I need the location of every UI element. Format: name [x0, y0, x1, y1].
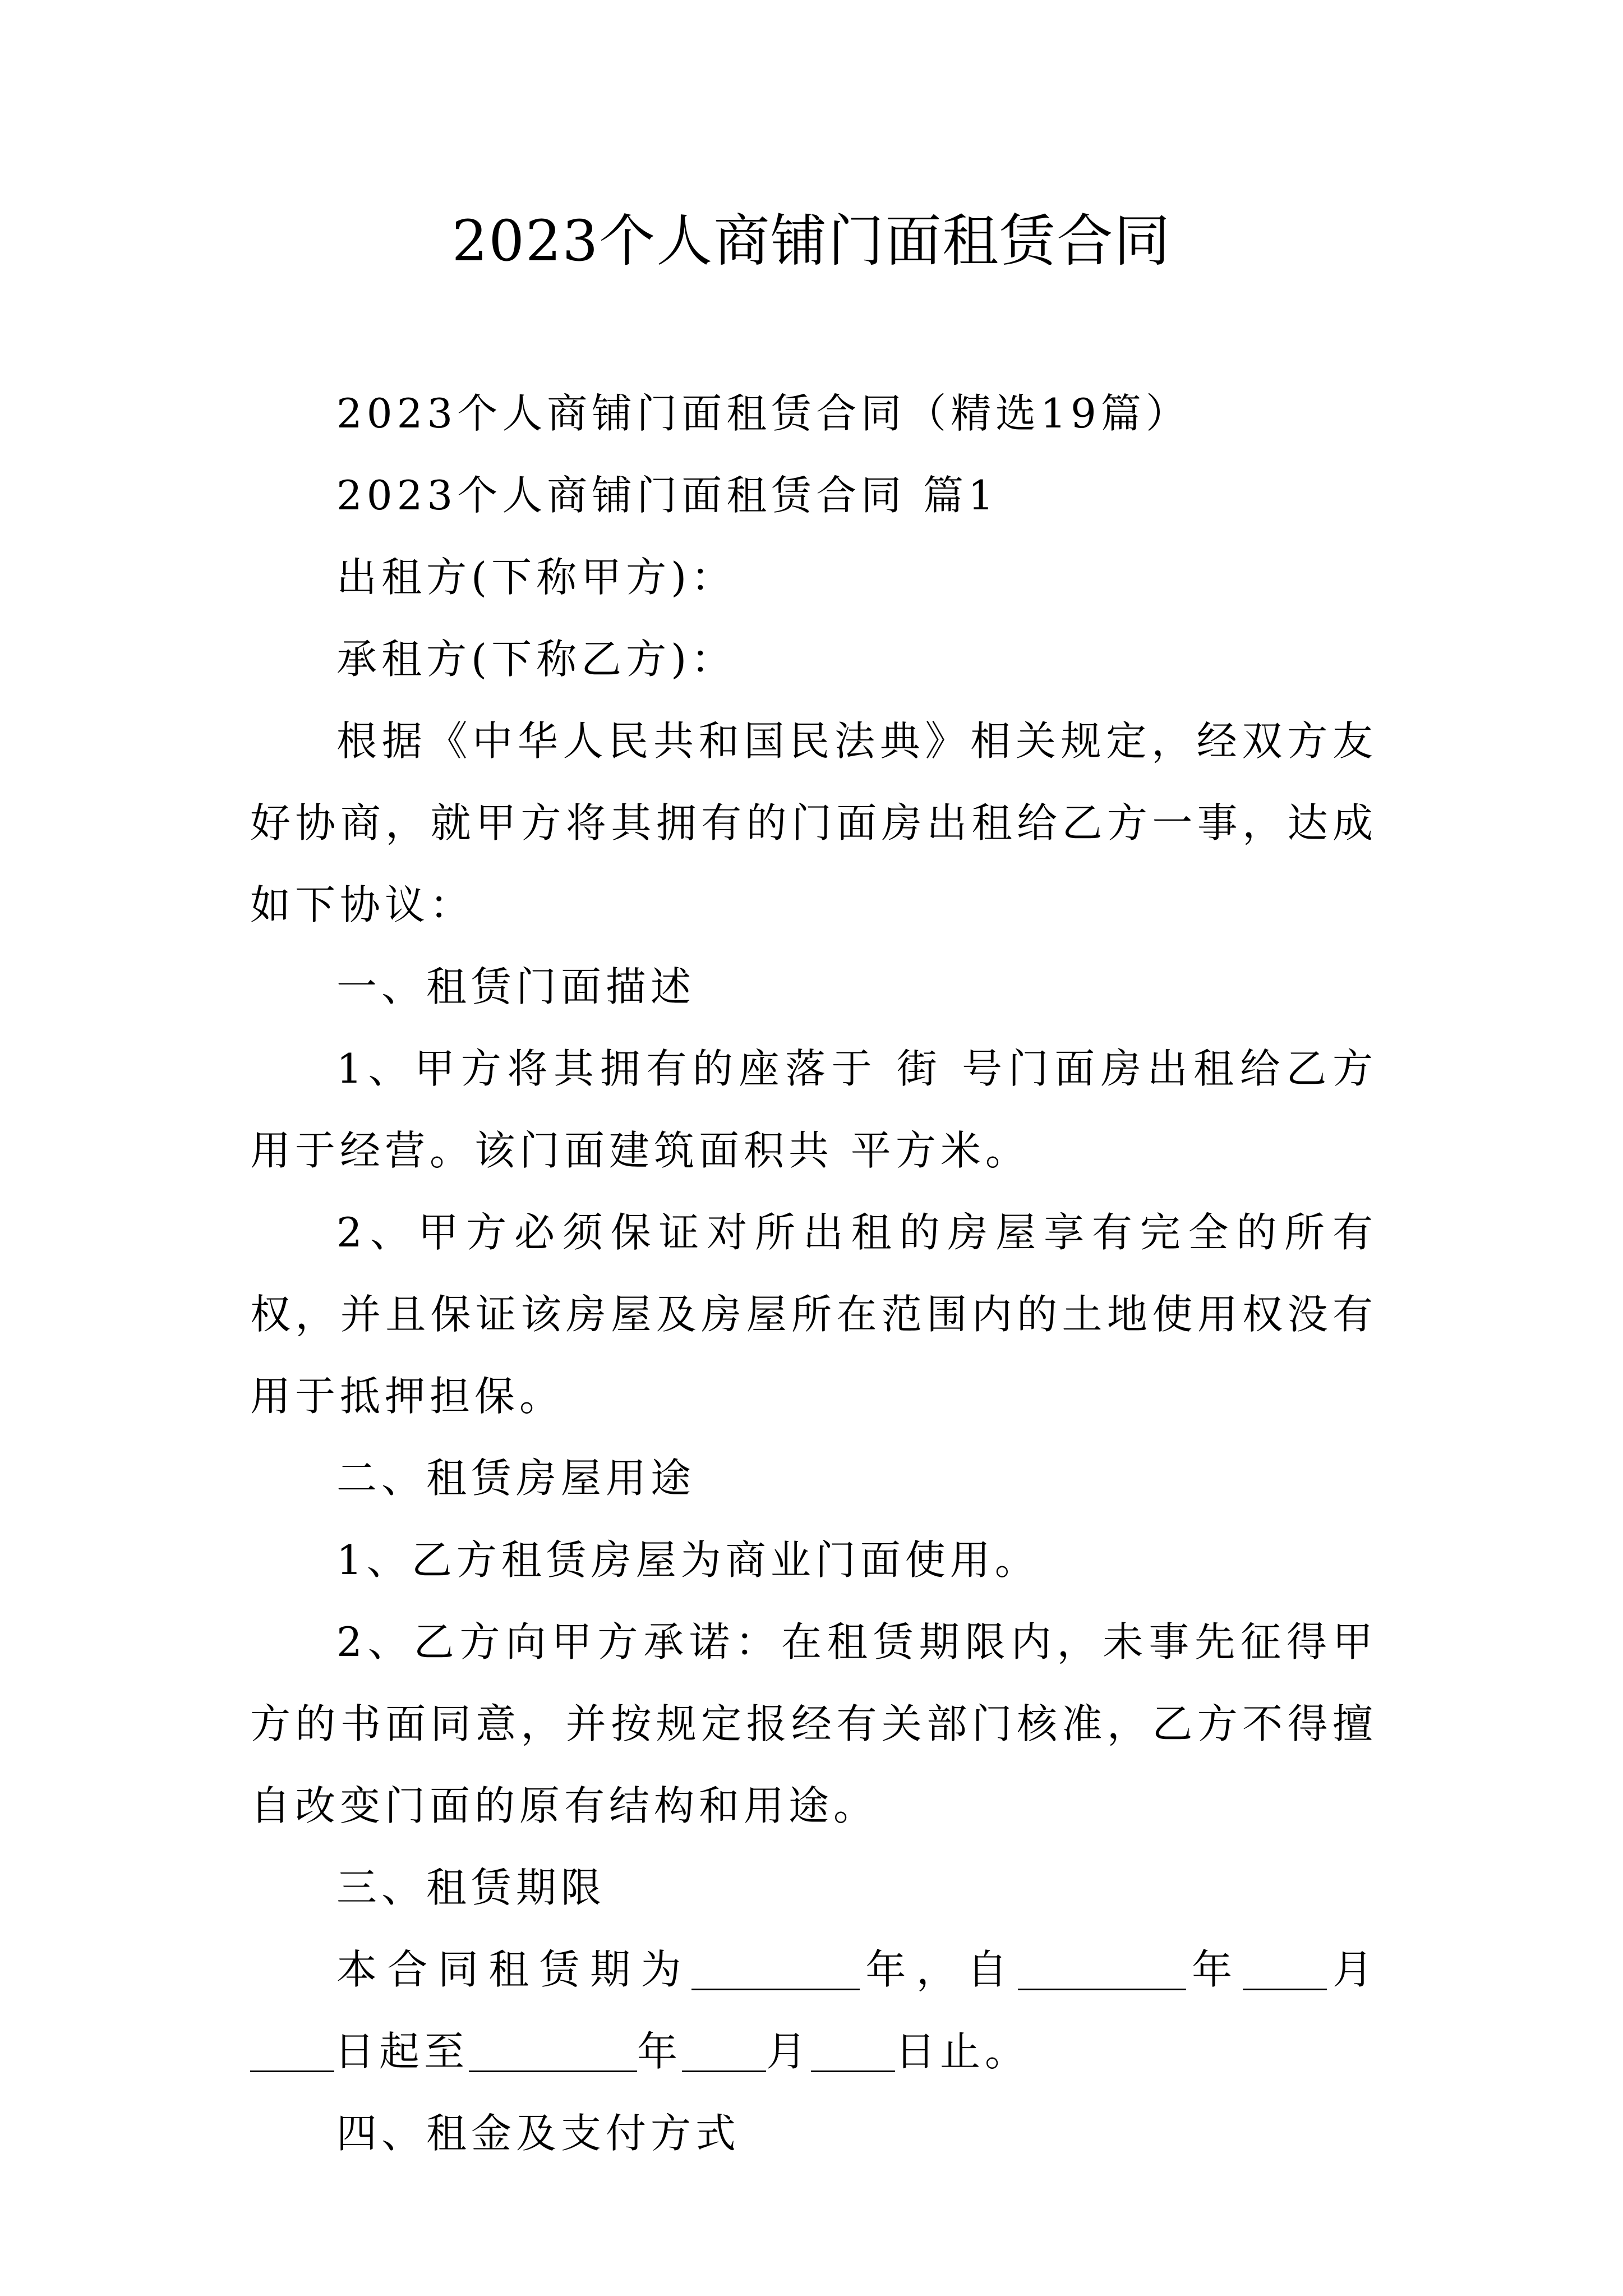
blank-end-month — [682, 2026, 766, 2072]
clause-1-1: 1、甲方将其拥有的座落于 街 号门面房出租给乙方用于经营。该门面建筑面积共 平方米。 — [250, 1045, 1377, 1174]
blank-start-day — [250, 2026, 334, 2072]
document-body — [250, 372, 1377, 2174]
blank-start-month — [1243, 1944, 1327, 1990]
lessor-line: 出租方(下称甲方)： — [336, 554, 736, 601]
blank-end-day — [811, 2026, 895, 2072]
document-title: 2023个人商铺门面租赁合同 — [451, 208, 1172, 274]
term-sentence — [250, 1929, 1377, 2092]
term-text-5: 日起至 — [334, 2028, 469, 2075]
blank-end-year — [469, 2026, 637, 2072]
clause-2-1: 1、乙方租赁房屋为商业门面使用。 — [336, 1536, 1040, 1584]
heading-term: 三、租赁期限 — [336, 1864, 606, 1911]
term-text-2: 年，自 — [859, 1946, 1018, 1993]
term-text-7: 月 — [766, 2028, 811, 2075]
heading-usage: 二、租赁房屋用途 — [336, 1455, 696, 1502]
heading-rent: 四、租金及支付方式 — [336, 2110, 741, 2157]
preamble-paragraph: 根据《中华人民共和国民法典》相关规定，经双方友好协商，就甲方将其拥有的门面房出租给乙方一事，达成如下协议： — [250, 717, 1377, 928]
term-text-3: 年 — [1186, 1946, 1243, 1993]
term-text-4: 月 — [1326, 1946, 1377, 1993]
clause-2-2: 2、乙方向甲方承诺：在租赁期限内，未事先征得甲方的书面同意，并按规定报经有关部门核准，乙方不得擅自改变门面的原有结构和用途。 — [250, 1618, 1377, 1829]
clause-1-2: 2、甲方必须保证对所出租的房屋享有完全的所有权，并且保证该房屋及房屋所在范围内的土地使用权没有用于抵押担保。 — [250, 1209, 1377, 1420]
lessee-line: 承租方(下称乙方)： — [336, 636, 736, 683]
subtitle-paragraph: 2023个人商铺门面租赁合同（精选19篇） — [336, 390, 1191, 437]
blank-years — [691, 1944, 860, 1990]
heading-premises: 一、租赁门面描述 — [336, 963, 696, 1010]
section-title-paragraph: 2023个人商铺门面租赁合同 篇1 — [336, 472, 998, 519]
blank-start-year — [1018, 1944, 1186, 1990]
term-text-8: 日止。 — [895, 2028, 1030, 2075]
term-text-1: 本合同租赁期为 — [336, 1946, 691, 1993]
term-text-6: 年 — [637, 2028, 683, 2075]
